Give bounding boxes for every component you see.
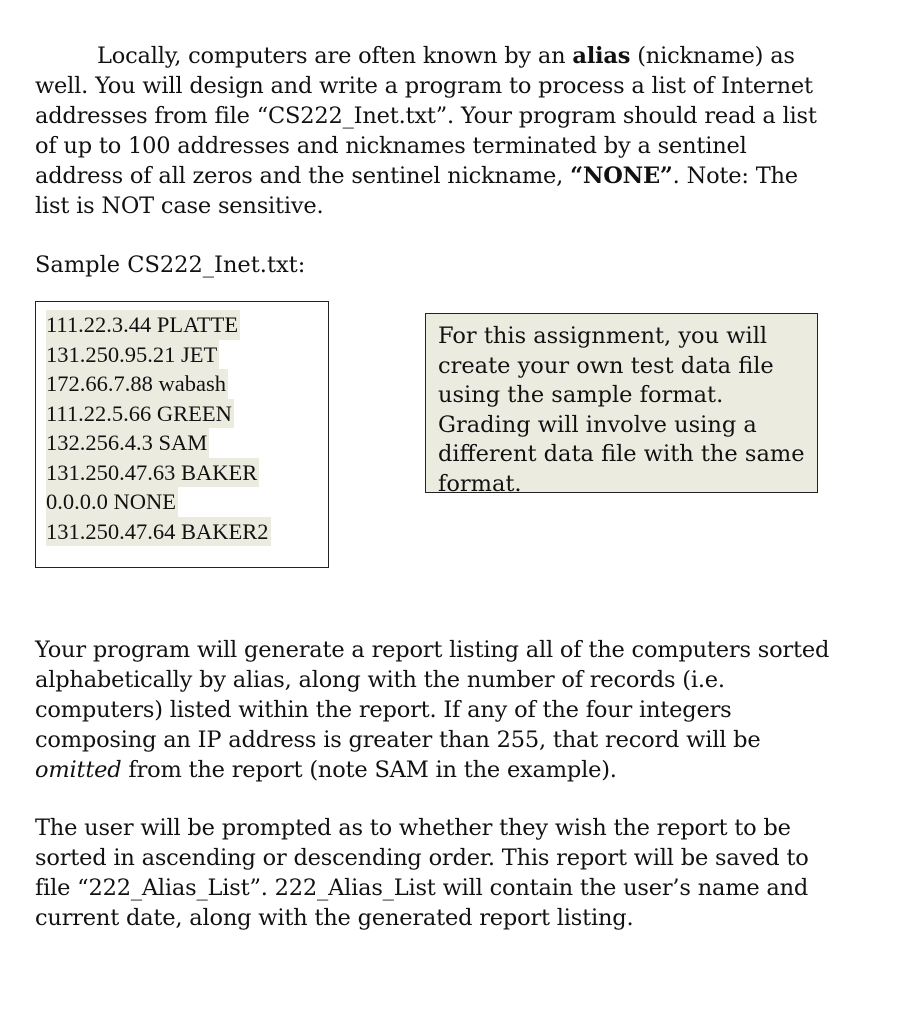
none-term: “NONE” bbox=[570, 163, 673, 189]
sample-line: 131.250.95.21 JET bbox=[46, 340, 219, 370]
sample-file-box bbox=[35, 301, 329, 568]
omitted-term: omitted bbox=[35, 757, 122, 783]
sample-file-lines bbox=[46, 310, 271, 546]
assignment-note-text: For this assignment, you will create your own test data file using the sample format. Grading will involve using a different data file with the same format. bbox=[438, 323, 805, 497]
sample-line: 111.22.3.44 PLATTE bbox=[46, 310, 240, 340]
intro-text-3: . Note: The list is NOT case sensitive. bbox=[35, 163, 798, 219]
sample-label: Sample CS222_Inet.txt: bbox=[35, 252, 306, 278]
sample-line: 0.0.0.0 NONE bbox=[46, 487, 178, 517]
sample-line: 172.66.7.88 wabash bbox=[46, 369, 228, 399]
sample-line: 132.256.4.3 SAM bbox=[46, 428, 209, 458]
intro-text-2: (nickname) as well. You will design and write a program to process a list of Internet addresses from file “CS222_Inet.txt”. Your program should read a list of up to 100 addresses and nicknames terminated by a sentinel address of all zeros and the sentinel nickname, bbox=[35, 43, 817, 189]
sample-line: 131.250.47.63 BAKER bbox=[46, 458, 259, 488]
report-text-2: from the report (note SAM in the example). bbox=[121, 757, 617, 783]
report-paragraph bbox=[35, 635, 835, 785]
sample-line: 111.22.5.66 GREEN bbox=[46, 399, 234, 429]
sample-line: 131.250.47.64 BAKER2 bbox=[46, 517, 271, 547]
assignment-note-box bbox=[425, 313, 818, 497]
alias-term: alias bbox=[572, 43, 631, 69]
prompt-paragraph: The user will be prompted as to whether they wish the report to be sorted in ascending or descending order. This report will be saved to file “222_Alias_List”. 222_Alias_List will contain the user’s name and current date, along with the generated report listing. bbox=[35, 815, 809, 931]
intro-paragraph bbox=[35, 41, 835, 221]
intro-text-1: Locally, computers are often known by an bbox=[97, 43, 573, 69]
report-text-1: Your program will generate a report listing all of the computers sorted alphabetically by alias, along with the number of records (i.e. computers) listed within the report. If any of the four integers composing an IP address is greater than 255, that record will be bbox=[35, 637, 830, 753]
